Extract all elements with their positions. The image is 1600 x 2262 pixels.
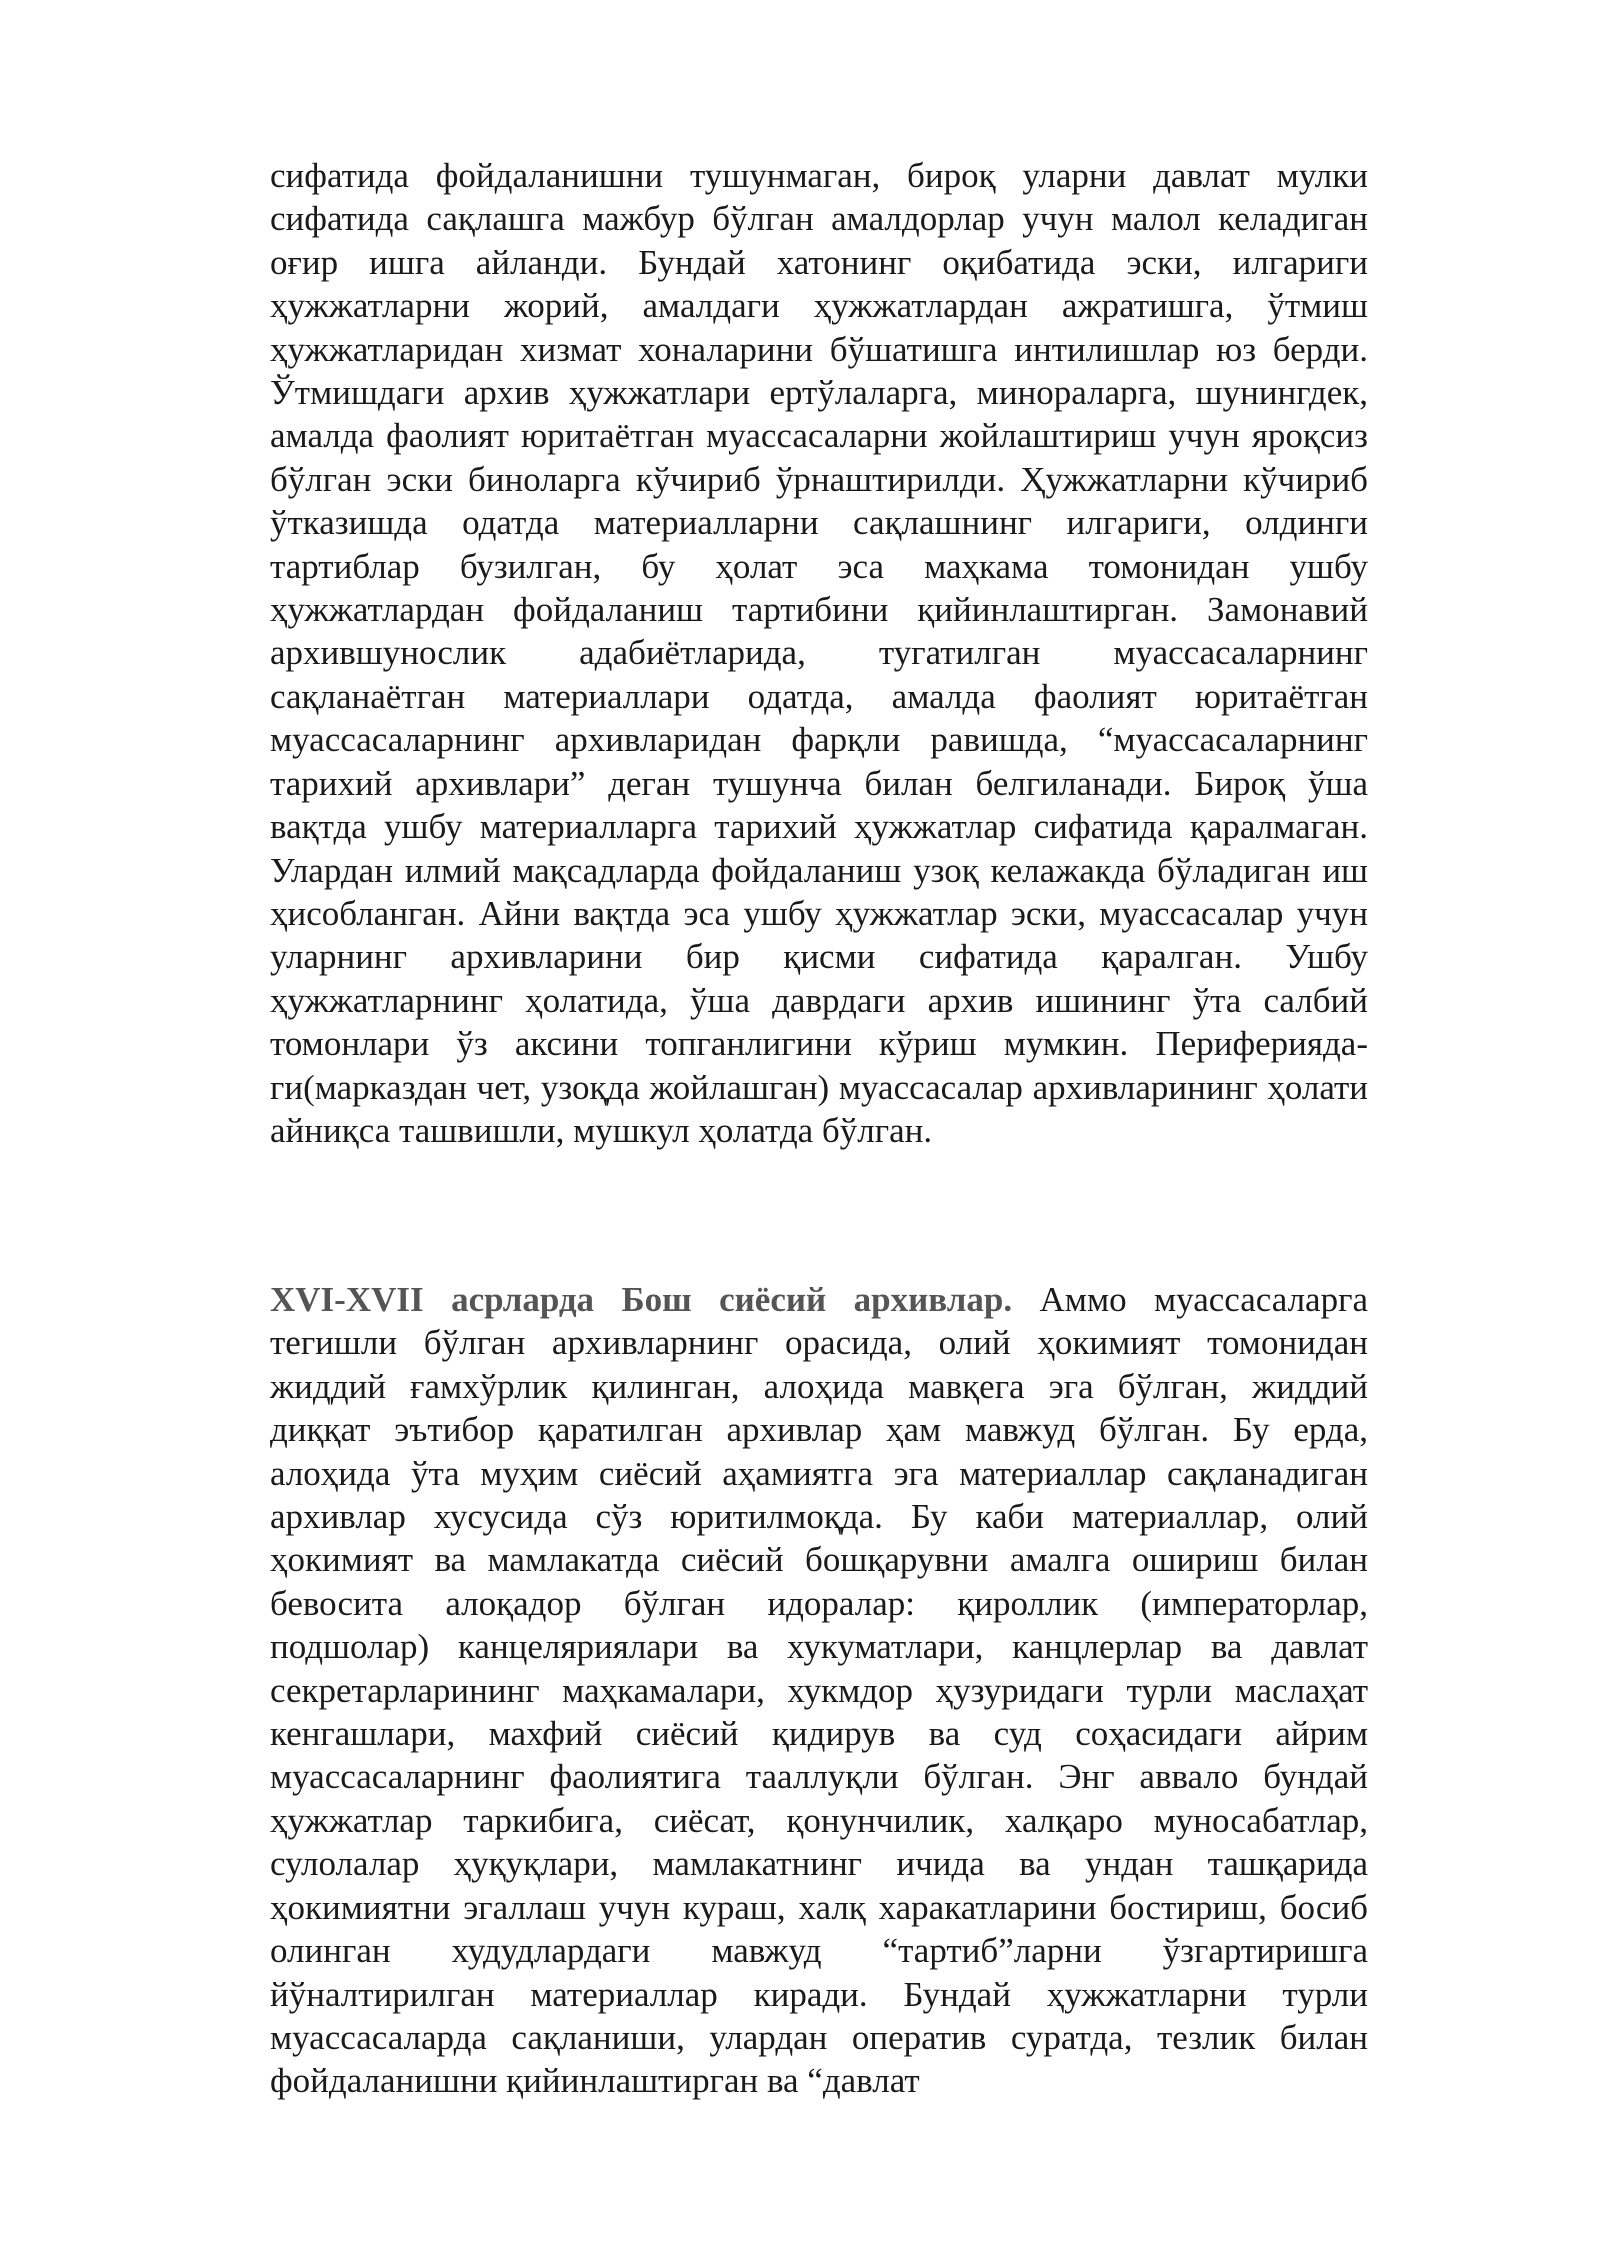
section-paragraph — [270, 1278, 1368, 2103]
body-paragraph: сифатида фойдаланишни тушунмаган, бироқ уларни давлат мулки сифатида сақлашга мажбур бўлган амалдорлар учун малол келадиган оғир ишга айланди. Бундай хатонинг оқибатида эски, илгариги ҳужжатларни жорий, амалдаги ҳужжатлардан ажратишга, ўтмиш ҳужжатларидан хизмат хоналарини бўшатишга интилишлар юз берди. Ўтмишдаги архив ҳужжатлари ертўлаларга, миноралaрга, шунингдек, амалда фаолият юритаётган муассасаларни жойлаштириш учун яроқсиз бўлган эски биноларга кўчириб ўрнаштирилди. Ҳужжатларни кўчириб ўтказишда одатда материалларни сақлашнинг илгариги, олдинги тартиблар бузилган, бу ҳолат эса маҳкама томонидан ушбу ҳужжатлардан фойдаланиш тартибини қийинлаштирган. Замонавий архившунослик адабиётларида, тугатилган муассасаларнинг сақланаётган материаллари одатда, амалда фаолият юритаётган муассасаларнинг архивларидан фарқли равишда, “муассасаларнинг тарихий архивлари” деган тушунча билан белгиланади. Бироқ ўша вақтда ушбу материалларга тарихий ҳужжатлар сифатида қаралмаган. Улардан илмий мақсадларда фойдаланиш узоқ келажакда бўладиган иш ҳисобланган. Айни вақтда эса ушбу ҳужжатлар эски, муассасалар учун уларнинг архивларини бир қисми сифатида қаралган. Ушбу ҳужжатларнинг ҳолатида, ўша даврдаги архив ишининг ўта салбий томонлари ўз аксини топганлигини кўриш мумкин. Перифериядаги(марказдан чет, узоқда жойлашган) муассасалар архивларининг ҳолати айниқса ташвишли, мушкул ҳолатда бўлган. — [270, 156, 1368, 1150]
section-heading: XVI-XVII асрларда Бош сиёсий архивлар. — [270, 1280, 1013, 1319]
section-body-text: Аммо муассасаларга тегишли бўлган архивларнинг орасида, олий ҳокимият томонидан жиддий ғамхўрлик қилинган, алоҳида мавқега эга бўлган, жиддий диққат эътибор қаратилган архивлар ҳам мавжуд бўлган. Бу ерда, алоҳида ўта муҳим сиёсий аҳамиятга эга материаллар сақланадиган архивлар хусусида сўз юритилмоқда. Бу каби материаллар, олий ҳокимият ва мамлакатда сиёсий бошқарувни амалга ошириш билан бевосита алоқадор бўлган идоралар: қироллик (императорлар, подшолар) канцеляриялари ва хукуматлари, канцлерлар ва давлат секретарларининг маҳкамалари, хукмдор ҳузуридаги турли маслаҳат кенгашлари, махфий сиёсий қидирув ва суд соҳасидаги айрим муассасаларнинг фаолиятига тааллуқли бўлган. Энг аввало бундай ҳужжатлар таркибига, сиёсат, қонунчилик, халқаро муносабатлар, сулолалар ҳуқуқлари, мамлакатнинг ичида ва ундан ташқарида ҳокимиятни эгаллаш учун кураш, халқ харакатларини бостириш, босиб олинган худудлардаги мавжуд “тартиб”ларни ўзгартиришга йўналтирилган материаллар киради. Бундай ҳужжатларни турли муассасаларда сақланиши, улардан оператив суратда, тезлик билан фойдаланишни қийинлаштирган ва “давлат — [270, 1280, 1368, 2101]
